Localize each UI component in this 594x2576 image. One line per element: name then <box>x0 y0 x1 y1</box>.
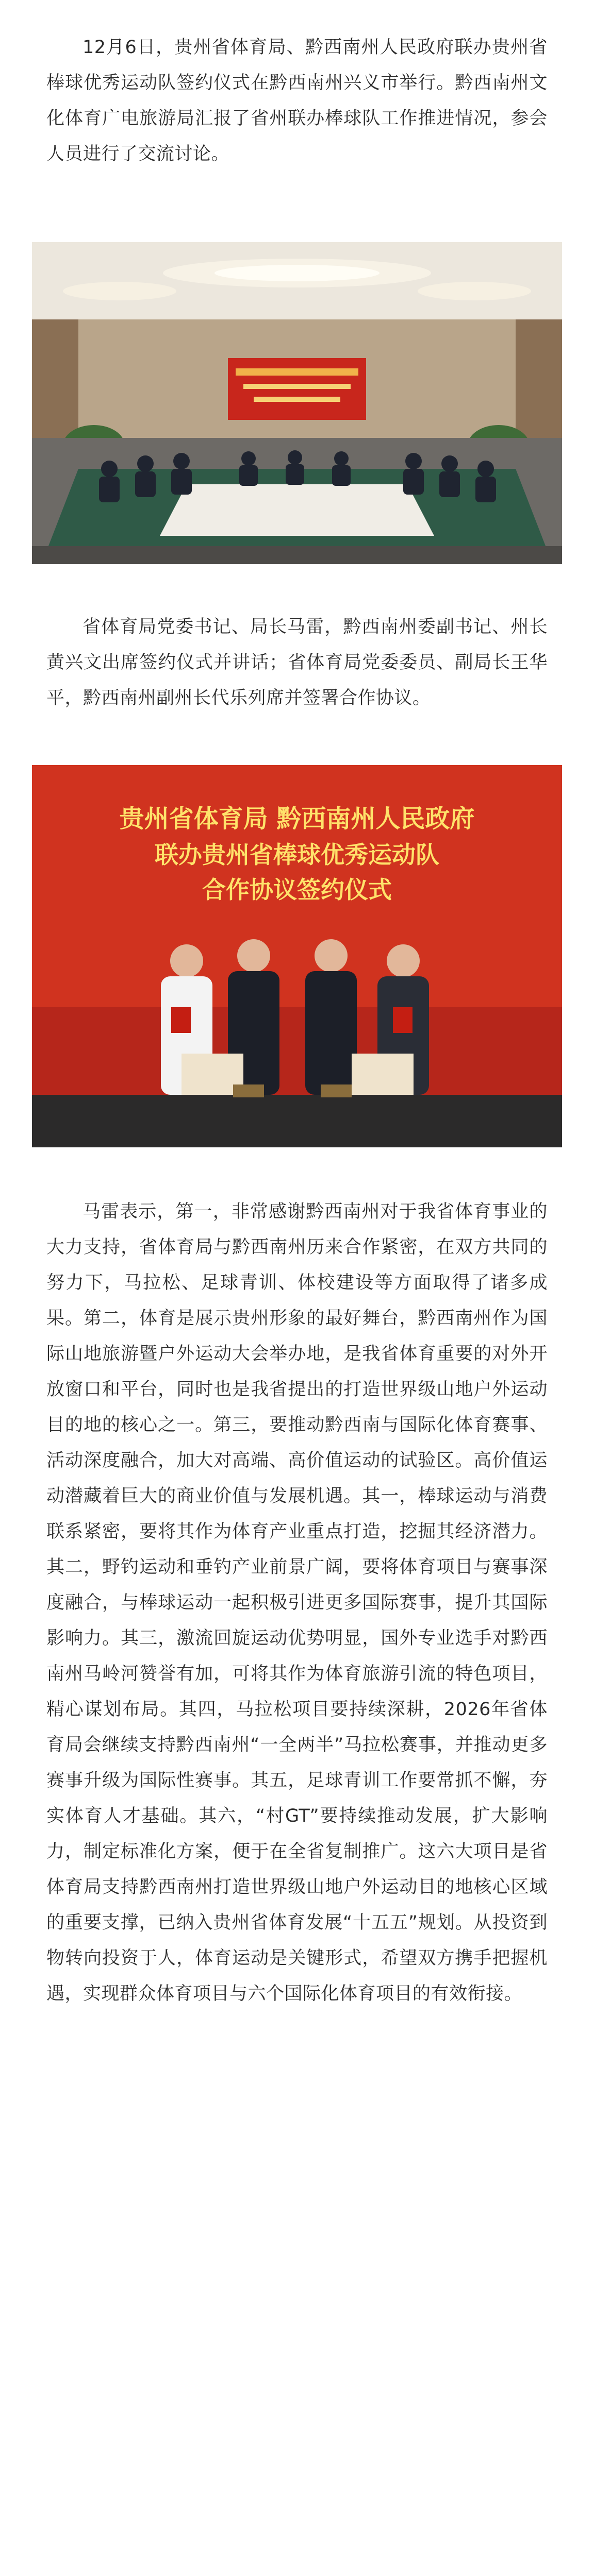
banner-line-3: 合作协议签约仪式 <box>202 876 392 904</box>
banner-line-1: 贵州省体育局 黔西南州人民政府 <box>119 804 475 833</box>
signing-ceremony-photo <box>32 765 562 1147</box>
ma-lei-speech-paragraph: 马雷表示，第一，非常感谢黔西南州对于我省体育事业的大力支持，省体育局与黔西南州历来合作紧密，在双方共同的努力下，马拉松、足球青训、体校建设等方面取得了诸多成果。第二，体育是展示贵州形象的最好舞台，黔西南州作为国际山地旅游暨户外运动大会举办地，是我省体育重要的对外开放窗口和平台，同时也是我省提出的打造世界级山地户外运动目的地的核心之一。第三，要推动黔西南与国际化体育赛事、活动深度融合，加大对高端、高价值运动的试验区。高价值运动潜藏着巨大的商业价值与发展机遇。其一，棒球运动与消费联系紧密，要将其作为体育产业重点打造，挖掘其经济潜力。其二，野钓运动和垂钓产业前景广阔，要将体育项目与赛事深度融合，与棒球运动一起积极引进更多国际赛事，提升其国际影响力。其三，激流回旋运动优势明显，国外专业选手对黔西南州马岭河赞誉有加，可将其作为体育旅游引流的特色项目，精心谋划布局。其四，马拉松项目要持续深耕，2026年省体育局会继续支持黔西南州“一全两半”马拉松赛事，并推动更多赛事升级为国际性赛事。其五，足球青训工作要常抓不懈，夯实体育人才基础。其六，“村GT”要持续推动发展，扩大影响力，制定标准化方案，便于在全省复制推广。这六大项目是省体育局支持黔西南州打造世界级山地户外运动目的地核心区域的重要支撑，已纳入贵州省体育发展“十五五”规划。从投资到物转向投资于人，体育运动是关键形式，希望双方携手把握机遇，实现群众体育项目与六个国际化体育项目的有效衔接。 <box>46 1201 548 2004</box>
attendees-paragraph: 省体育局党委书记、局长马雷，黔西南州委副书记、州长黄兴文出席签约仪式并讲话；省体育局党委委员、副局长王华平，黔西南州副州长代乐列席并签署合作协议。 <box>46 617 548 708</box>
banner-line-2: 联办贵州省棒球优秀运动队 <box>155 841 439 869</box>
intro-paragraph: 12月6日，贵州省体育局、黔西南州人民政府联办贵州省棒球优秀运动队签约仪式在黔西南州兴义市举行。黔西南州文化体育广电旅游局汇报了省州联办棒球队工作推进情况，参会人员进行了交流讨论。 <box>46 37 548 164</box>
meeting-hall-photo <box>32 242 562 564</box>
